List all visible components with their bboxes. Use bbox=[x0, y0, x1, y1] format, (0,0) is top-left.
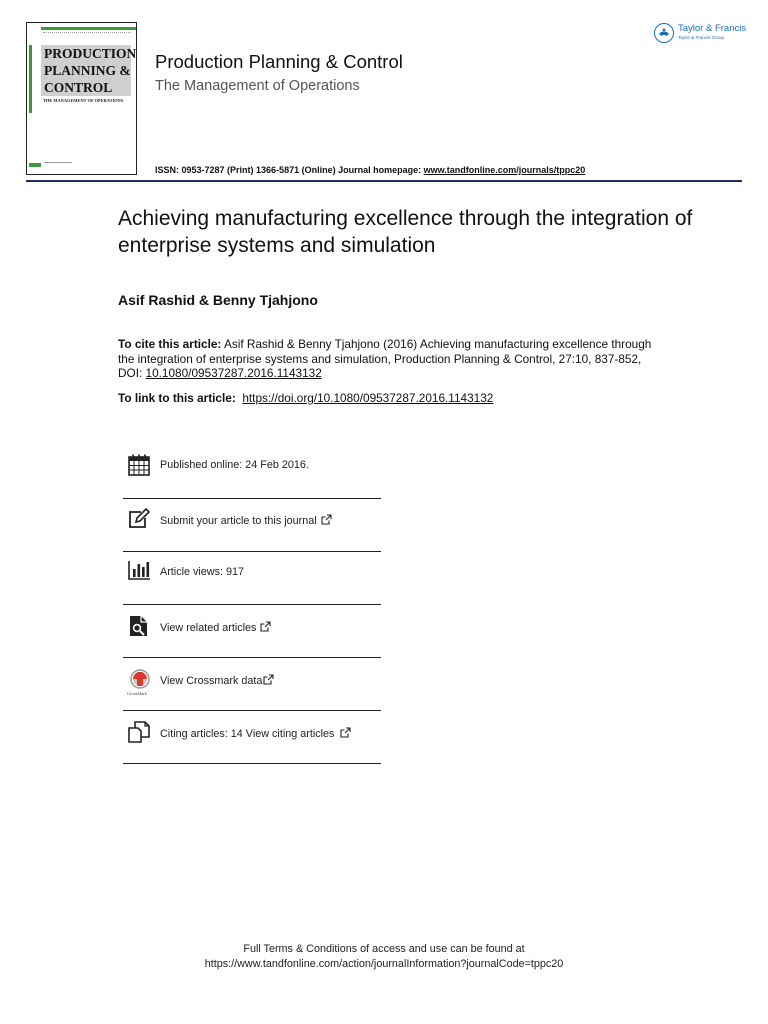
external-link-icon bbox=[260, 621, 271, 632]
cover-title-line: CONTROL bbox=[41, 79, 131, 96]
document-search-icon bbox=[127, 614, 151, 638]
cover-accent-bar bbox=[41, 27, 136, 30]
published-date: Published online: 24 Feb 2016. bbox=[160, 459, 309, 471]
citing-documents-icon bbox=[127, 720, 151, 744]
cover-subtitle: THE MANAGEMENT OF OPERATIONS bbox=[43, 98, 124, 103]
edit-icon bbox=[127, 507, 151, 531]
cite-text: Asif Rashid & Benny Tjahjono (2016) Achieving manufacturing excellence through the integration of enterprise systems and simulation, Production Planning & Control, 27:10, 837-852, DOI: bbox=[118, 337, 652, 380]
journal-subtitle: The Management of Operations bbox=[155, 78, 360, 94]
calendar-icon bbox=[127, 453, 151, 477]
footer-terms-text: Full Terms & Conditions of access and use can be found at bbox=[243, 943, 525, 955]
cite-label: To cite this article: bbox=[118, 337, 222, 351]
bar-chart-icon bbox=[127, 558, 151, 582]
external-link-icon bbox=[263, 674, 274, 685]
cover-title-line: PLANNING & bbox=[41, 62, 131, 79]
citation-block bbox=[118, 337, 658, 381]
article-authors: Asif Rashid & Benny Tjahjono bbox=[118, 292, 318, 308]
list-item-citing[interactable] bbox=[123, 711, 381, 764]
publisher-group: Taylor & Francis Group bbox=[678, 35, 725, 40]
cover-publisher-mark bbox=[29, 163, 41, 167]
crossmark-link[interactable] bbox=[160, 674, 274, 687]
list-item-published bbox=[123, 442, 381, 499]
doi-link[interactable]: 10.1080/09537287.2016.1143132 bbox=[145, 366, 322, 380]
cover-title-line: PRODUCTION bbox=[41, 45, 131, 62]
publisher-logo-icon bbox=[654, 23, 674, 43]
list-item-views bbox=[123, 552, 381, 605]
related-articles-link[interactable] bbox=[160, 621, 271, 634]
crossmark-label: View Crossmark data bbox=[160, 675, 263, 687]
issn-line bbox=[155, 165, 585, 175]
citing-articles-label: Citing articles: 14 View citing articles bbox=[160, 728, 335, 740]
submit-article-label: Submit your article to this journal bbox=[160, 515, 317, 527]
related-articles-label: View related articles bbox=[160, 622, 257, 634]
link-label: To link to this article: bbox=[118, 391, 236, 405]
list-item-submit[interactable] bbox=[123, 499, 381, 552]
cover-side-accent bbox=[29, 45, 32, 113]
cover-issue-line bbox=[43, 32, 131, 35]
article-views: Article views: 917 bbox=[160, 566, 245, 578]
cover-publisher-logo bbox=[44, 162, 72, 168]
crossmark-icon bbox=[127, 668, 153, 698]
article-url-link[interactable]: https://doi.org/10.1080/09537287.2016.1143132 bbox=[242, 391, 494, 405]
crossmark-badge-label: CrossMark bbox=[127, 691, 147, 696]
publisher-name: Taylor & Francis bbox=[678, 23, 747, 34]
footer-terms-link[interactable]: https://www.tandfonline.com/action/journalInformation?journalCode=tppc20 bbox=[204, 958, 564, 970]
external-link-icon bbox=[340, 727, 351, 738]
submit-article-link[interactable] bbox=[160, 514, 332, 527]
external-link-icon bbox=[321, 514, 332, 525]
article-info-list bbox=[123, 442, 381, 764]
list-item-crossmark[interactable] bbox=[123, 658, 381, 711]
citing-articles-link[interactable] bbox=[160, 727, 351, 740]
journal-title: Production Planning & Control bbox=[155, 51, 403, 72]
header-divider bbox=[26, 180, 742, 182]
article-title: Achieving manufacturing excellence through the integration of enterprise systems and simulation bbox=[118, 207, 693, 257]
issn-text: ISSN: 0953-7287 (Print) 1366-5871 (Online) Journal homepage: bbox=[155, 165, 424, 175]
list-item-related[interactable] bbox=[123, 605, 381, 658]
journal-homepage-link[interactable]: www.tandfonline.com/journals/tppc20 bbox=[423, 165, 586, 175]
article-link-line bbox=[118, 391, 493, 405]
publisher-logo[interactable] bbox=[654, 22, 746, 46]
journal-cover-image bbox=[26, 22, 137, 175]
